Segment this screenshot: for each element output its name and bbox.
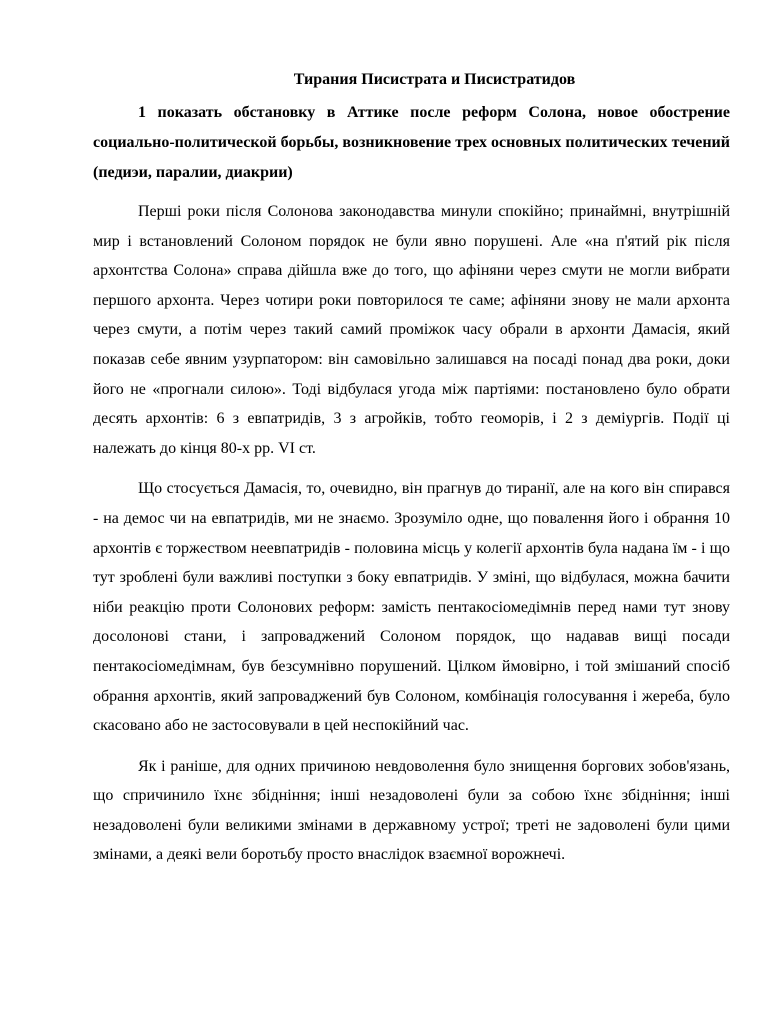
section-heading: 1 показать обстановку в Аттике после реформ Солона, новое обострение социально-политической борьбы, возникновение трех основных политических течений (педиэи, паралии, диакрии) [93, 104, 730, 181]
document-page [93, 65, 730, 870]
document-title: Тирания Писистрата и Писистратидов [293, 71, 576, 88]
paragraph-2: Що стосується Дамасія, то, очевидно, він прагнув до тиранії, але на кого він спирався - на демос чи на евпатридів, ми не знаємо. Зрозуміло одне, що повалення його і обрання 10 архонтів є торжеством неевпатридів - половина місць у колегії архонтів була надана їм - і що тут зроблені були важливі поступки з боку евпатридів. У зміні, що відбулася, можна бачити ніби реакцію проти Солонових реформ: замість пентакосіомедімнів перед нами тут знову досолонові стани, і запроваджений Солоном порядок, що надавав вищі посади пентакосіомедімнам, був безсумнівно порушений. Цілком ймовірно, і той змішаний спосіб обрання архонтів, який запроваджений був Солоном, комбінація голосування і жереба, було скасовано або не застосовували в цей неспокійний час. [93, 480, 730, 735]
paragraph-1: Перші роки після Солонова законодавства минули спокійно; принаймні, внутрішній мир і встановлений Солоном порядок не були явно порушені. Але «на п'ятий рік після архонтства Солона» справа дійшла вже до того, що афіняни через смути не могли вибрати першого архонта. Через чотири роки повторилося те саме; афіняни знову не мали архонта через смути, а потім через такий самий проміжок часу обрали в архонти Дамасія, який показав себе явним узурпатором: він самовільно залишався на посаді понад два роки, доки його не «прогнали силою». Тоді відбулася угода між партіями: постановлено було обрати десять архонтів: 6 з евпатридів, 3 з агройків, тобто геоморів, і 2 з деміургів. Події ці належать до кінця 80-х рр. VI ст. [93, 203, 730, 457]
paragraph-3: Як і раніше, для одних причиною невдоволення було знищення боргових зобов'язань, що спричинило їхнє збідніння; інші незадоволені були за собою їхнє збідніння; інші незадоволені були великими змінами в державному устрої; треті не задоволені були цими змінами, а деякі вели боротьбу просто внаслідок взаємної ворожнечі. [93, 757, 730, 864]
